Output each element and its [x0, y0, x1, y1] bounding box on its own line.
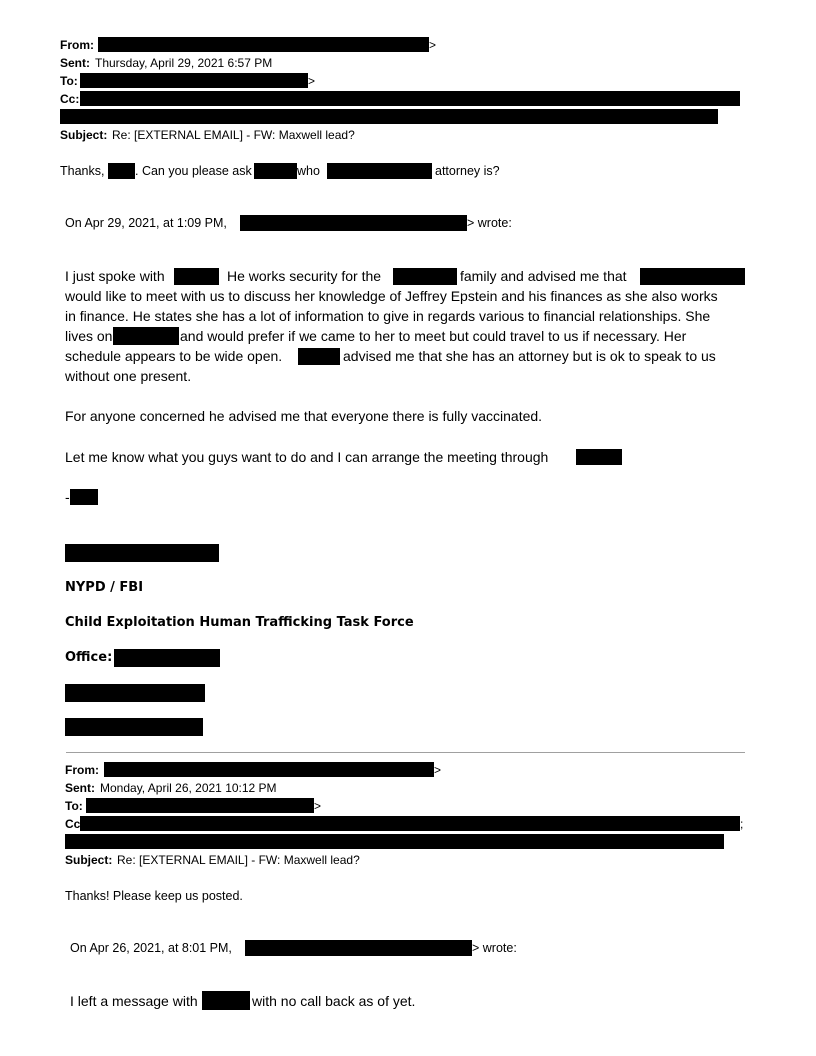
reply-text: . Can you please ask — [135, 164, 252, 178]
redaction-block — [114, 649, 220, 667]
reply-text: Thanks, — [60, 164, 105, 178]
reply-text: who — [297, 164, 320, 178]
redaction-block — [65, 684, 205, 702]
from-suffix: > — [434, 763, 442, 777]
redaction-block — [60, 109, 718, 124]
redaction-block — [640, 268, 745, 285]
redaction-block — [298, 348, 340, 365]
sent-label: Sent: — [60, 56, 90, 70]
body-text: For anyone concerned he advised me that everyone there is fully vaccinated. — [65, 408, 543, 424]
redaction-block — [104, 762, 434, 777]
body-text: in finance. He states she has a lot of information to give in regards various to financial relationships. She — [65, 308, 711, 324]
cc-label: Cc — [65, 817, 81, 831]
signoff-dash: - — [65, 489, 70, 505]
signature-office-label: Office: — [65, 650, 113, 665]
redaction-block — [65, 834, 724, 849]
redaction-block — [70, 489, 98, 505]
redaction-block — [327, 163, 432, 179]
body-text: I left a message with — [70, 993, 198, 1009]
to-suffix: > — [314, 799, 322, 813]
cc-label: Cc: — [60, 92, 80, 106]
attribution-text: On Apr 26, 2021, at 8:01 PM, — [70, 941, 232, 955]
redaction-block — [240, 215, 467, 231]
sent-label: Sent: — [65, 781, 95, 795]
signature-agency: NYPD / FBI — [65, 580, 144, 595]
body-text: advised me that she has an attorney but is ok to speak to us — [343, 348, 716, 364]
redaction-block — [80, 91, 740, 106]
redaction-block — [576, 449, 622, 465]
separator-line — [66, 752, 745, 753]
redaction-block — [80, 73, 308, 88]
body-text: I just spoke with — [65, 268, 165, 284]
from-label: From: — [65, 763, 99, 777]
body-text: Let me know what you guys want to do and I can arrange the meeting through — [65, 449, 549, 465]
body-text: without one present. — [65, 368, 192, 384]
to-label: To: — [60, 74, 78, 88]
body-text: He works security for the — [227, 268, 382, 284]
body-text: would like to meet with us to discuss her knowledge of Jeffrey Epstein and his finances as she also works — [65, 288, 718, 304]
from-label: From: — [60, 38, 94, 52]
subject-label: Subject: — [60, 128, 108, 142]
subject-label: Subject: — [65, 853, 113, 867]
cc-suffix: ; — [740, 817, 744, 831]
signature-unit: Child Exploitation Human Trafficking Task Force — [65, 615, 414, 630]
attribution-text: On Apr 29, 2021, at 1:09 PM, — [65, 216, 227, 230]
attribution-suffix: > wrote: — [472, 941, 517, 955]
reply-text: attorney is? — [435, 164, 500, 178]
sent-value: Monday, April 26, 2021 10:12 PM — [100, 781, 277, 795]
body-text: lives on — [65, 328, 113, 344]
redaction-block — [174, 268, 219, 285]
body-text: with no call back as of yet. — [252, 993, 416, 1009]
to-suffix: > — [308, 74, 316, 88]
sent-value: Thursday, April 29, 2021 6:57 PM — [95, 56, 273, 70]
body-text: schedule appears to be wide open. — [65, 348, 283, 364]
body-text: and would prefer if we came to her to meet but could travel to us if necessary. Her — [180, 328, 687, 344]
redaction-block — [113, 327, 179, 345]
redaction-block — [80, 816, 740, 831]
subject-value: Re: [EXTERNAL EMAIL] - FW: Maxwell lead? — [117, 853, 360, 867]
redaction-block — [254, 163, 297, 179]
subject-value: Re: [EXTERNAL EMAIL] - FW: Maxwell lead? — [112, 128, 355, 142]
redaction-block — [65, 544, 219, 562]
redaction-block — [245, 940, 472, 956]
from-suffix: > — [429, 38, 437, 52]
email2-reply: Thanks! Please keep us posted. — [65, 889, 243, 903]
redaction-block — [202, 991, 250, 1010]
to-label: To: — [65, 799, 83, 813]
redaction-block — [393, 268, 457, 285]
body-text: family and advised me that — [460, 268, 627, 284]
redaction-block — [108, 163, 135, 179]
redaction-block — [65, 718, 203, 736]
redaction-block — [98, 37, 429, 52]
attribution-suffix: > wrote: — [467, 216, 512, 230]
redaction-block — [86, 798, 314, 813]
